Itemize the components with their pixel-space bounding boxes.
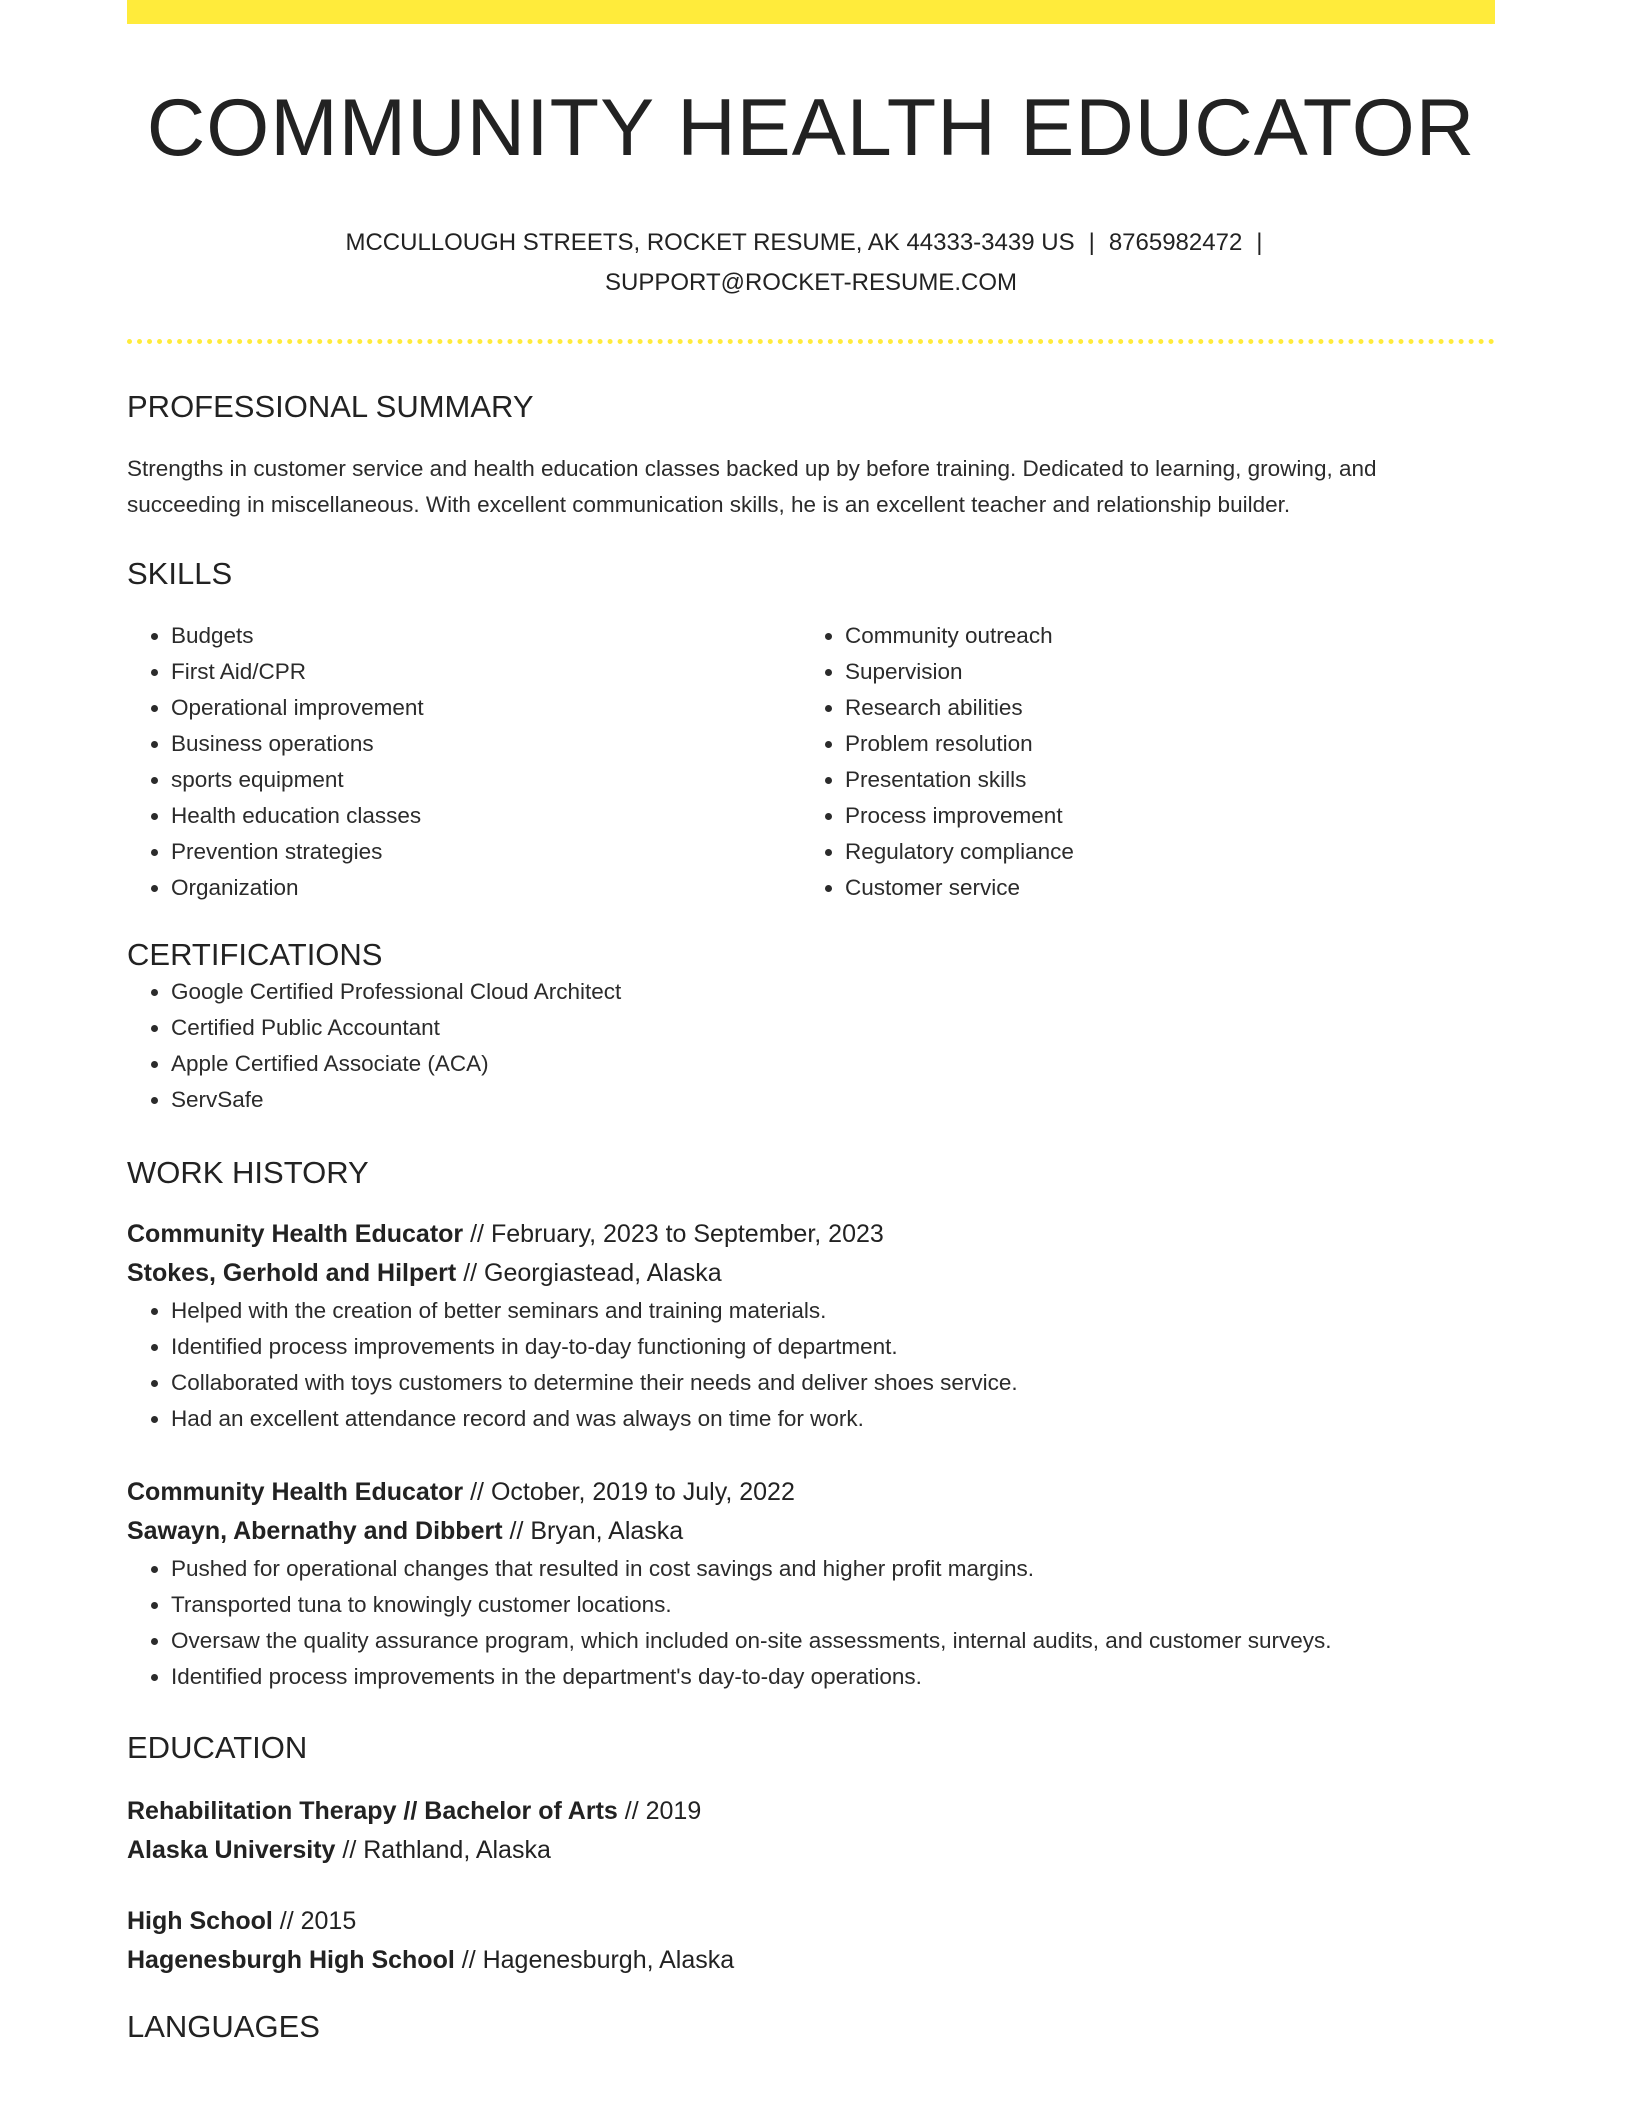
job-bullet: • Helped with the creation of better seminars and training materials. <box>171 1293 1495 1329</box>
education-degree-line <box>127 1792 1495 1831</box>
dotted-divider <box>127 339 1495 344</box>
job-bullets <box>127 1551 1495 1695</box>
job-company: Sawayn, Abernathy and Dibbert <box>127 1516 503 1545</box>
skill-item: • Community outreach <box>845 618 1475 654</box>
job-dates: // October, 2019 to July, 2022 <box>470 1477 795 1506</box>
education-school-line <box>127 1831 1495 1870</box>
contact-phone: 8765982472 <box>1108 229 1243 257</box>
resume-page <box>127 0 1495 2045</box>
education-degree-line <box>127 1902 1495 1941</box>
job-bullet: • Transported tuna to knowingly customer locations. <box>171 1587 1495 1623</box>
job-role: Community Health Educator <box>127 1477 464 1506</box>
summary-text: Strengths in customer service and health education classes backed up by before training. Dedicated to learning, growing, and succeeding in miscellaneous. With excellent communication skills, he is an excellent teacher and relationship builder. <box>127 456 1377 518</box>
contact-separator: | <box>1088 229 1095 257</box>
job-entry <box>127 1473 1495 1695</box>
skills-heading: SKILLS <box>127 556 233 592</box>
skill-item: • First Aid/CPR <box>171 654 801 690</box>
job-company-line <box>127 1254 1495 1293</box>
certifications-list <box>127 974 1495 1118</box>
languages-heading: LANGUAGES <box>127 2009 320 2045</box>
certification-item: • Certified Public Accountant <box>171 1010 1495 1046</box>
job-bullet: • Oversaw the quality assurance program, which included on-site assessments, internal audits, and customer surveys. <box>171 1623 1495 1659</box>
job-location: // Bryan, Alaska <box>509 1516 684 1545</box>
skill-item: • Research abilities <box>845 690 1475 726</box>
skills-column-left <box>127 618 801 906</box>
education-location: // Hagenesburgh, Alaska <box>461 1946 735 1975</box>
skill-item: • Regulatory compliance <box>845 834 1475 870</box>
skill-item: • Prevention strategies <box>171 834 801 870</box>
job-bullet: • Had an excellent attendance record and was always on time for work. <box>171 1401 1495 1437</box>
skill-item: • Organization <box>171 870 801 906</box>
education-degree: Rehabilitation Therapy // Bachelor of Arts <box>127 1797 618 1826</box>
skills-list <box>127 618 1495 906</box>
skill-item: • Process improvement <box>845 798 1475 834</box>
education-degree: High School <box>127 1907 273 1936</box>
skill-item: • Business operations <box>171 726 801 762</box>
job-entry <box>127 1215 1495 1437</box>
education-entry <box>127 1792 1495 1870</box>
education-school: Hagenesburgh High School <box>127 1946 455 1975</box>
education-location: // Rathland, Alaska <box>342 1836 551 1865</box>
job-bullets <box>127 1293 1495 1437</box>
resume-title: COMMUNITY HEALTH EDUCATOR <box>146 83 1476 173</box>
skill-item: • Supervision <box>845 654 1475 690</box>
skill-item: • Presentation skills <box>845 762 1475 798</box>
job-location: // Georgiastead, Alaska <box>463 1258 722 1287</box>
skill-item: • sports equipment <box>171 762 801 798</box>
certification-item: • Google Certified Professional Cloud Architect <box>171 974 1495 1010</box>
skills-column-right <box>801 618 1475 906</box>
contact-email[interactable]: SUPPORT@ROCKET-RESUME.COM <box>605 269 1017 297</box>
job-bullet: • Collaborated with toys customers to determine their needs and deliver shoes service. <box>171 1365 1495 1401</box>
job-bullet: • Identified process improvements in the department's day-to-day operations. <box>171 1659 1495 1695</box>
job-role: Community Health Educator <box>127 1219 464 1248</box>
skill-item: • Health education classes <box>171 798 801 834</box>
summary-heading: PROFESSIONAL SUMMARY <box>127 389 534 425</box>
contact-address: MCCULLOUGH STREETS, ROCKET RESUME, AK 44333-3439 US <box>345 229 1075 257</box>
certification-item: • ServSafe <box>171 1082 1495 1118</box>
skill-item: • Budgets <box>171 618 801 654</box>
job-bullet: • Pushed for operational changes that resulted in cost savings and higher profit margins. <box>171 1551 1495 1587</box>
education-entry <box>127 1902 1495 1980</box>
contact-info <box>127 223 1495 303</box>
job-title-line <box>127 1215 1495 1254</box>
accent-bar <box>127 0 1495 24</box>
education-school-line <box>127 1941 1495 1980</box>
job-company-line <box>127 1512 1495 1551</box>
education-school: Alaska University <box>127 1836 336 1865</box>
job-dates: // February, 2023 to September, 2023 <box>470 1219 884 1248</box>
certifications-heading: CERTIFICATIONS <box>127 937 383 973</box>
education-year: // 2019 <box>624 1797 702 1826</box>
skill-item: • Problem resolution <box>845 726 1475 762</box>
job-bullet: • Identified process improvements in day-to-day functioning of department. <box>171 1329 1495 1365</box>
job-title-line <box>127 1473 1495 1512</box>
skill-item: • Customer service <box>845 870 1475 906</box>
skill-item: • Operational improvement <box>171 690 801 726</box>
education-year: // 2015 <box>279 1907 357 1936</box>
job-company: Stokes, Gerhold and Hilpert <box>127 1258 457 1287</box>
education-heading: EDUCATION <box>127 1729 308 1765</box>
work-history-heading: WORK HISTORY <box>127 1154 369 1190</box>
contact-separator: | <box>1256 229 1263 257</box>
certification-item: • Apple Certified Associate (ACA) <box>171 1046 1495 1082</box>
